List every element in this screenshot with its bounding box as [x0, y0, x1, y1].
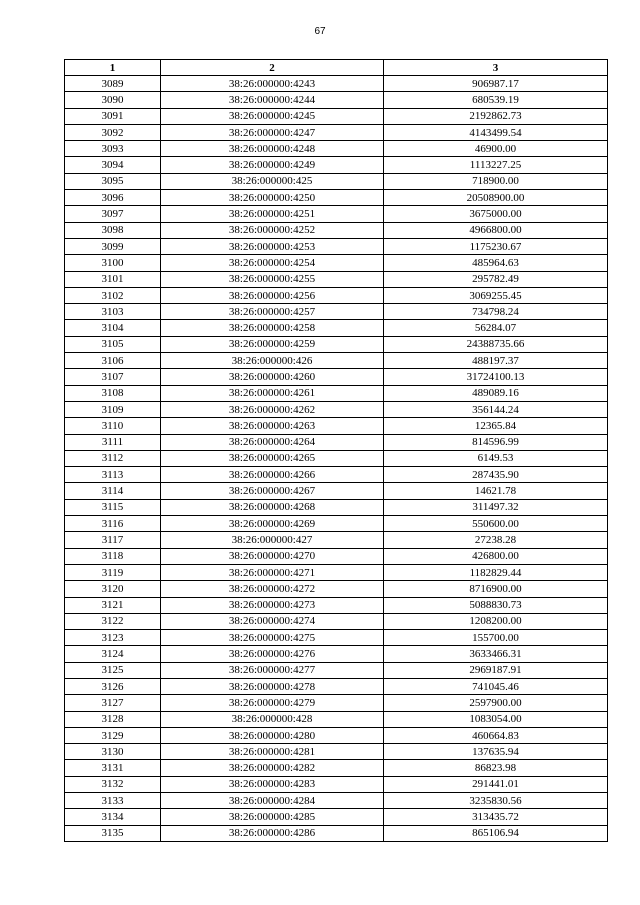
- value-cell: 46900.00: [384, 141, 608, 157]
- row-number-cell: 3099: [65, 238, 161, 254]
- value-cell: 550600.00: [384, 516, 608, 532]
- cadastral-id-cell: 38:26:000000:4256: [161, 287, 384, 303]
- cadastral-id-cell: 38:26:000000:4272: [161, 581, 384, 597]
- cadastral-id-cell: 38:26:000000:4274: [161, 613, 384, 629]
- row-number-cell: 3131: [65, 760, 161, 776]
- cadastral-id-cell: 38:26:000000:4249: [161, 157, 384, 173]
- row-number-cell: 3092: [65, 124, 161, 140]
- row-number-cell: 3117: [65, 532, 161, 548]
- row-number-cell: 3120: [65, 581, 161, 597]
- row-number-cell: 3109: [65, 401, 161, 417]
- value-cell: 311497.32: [384, 499, 608, 515]
- row-number-cell: 3122: [65, 613, 161, 629]
- value-cell: 814596.99: [384, 434, 608, 450]
- cadastral-id-cell: 38:26:000000:428: [161, 711, 384, 727]
- row-number-cell: 3096: [65, 190, 161, 206]
- row-number-cell: 3094: [65, 157, 161, 173]
- cadastral-id-cell: 38:26:000000:4286: [161, 825, 384, 841]
- row-number-cell: 3135: [65, 825, 161, 841]
- cadastral-id-cell: 38:26:000000:4255: [161, 271, 384, 287]
- value-cell: 2597900.00: [384, 695, 608, 711]
- value-cell: 356144.24: [384, 401, 608, 417]
- table-row: [65, 516, 608, 532]
- table-row: [65, 304, 608, 320]
- table-row: [65, 564, 608, 580]
- table-row: [65, 108, 608, 124]
- table-row: [65, 695, 608, 711]
- table-row: [65, 776, 608, 792]
- value-cell: 24388735.66: [384, 336, 608, 352]
- row-number-cell: 3097: [65, 206, 161, 222]
- row-number-cell: 3123: [65, 630, 161, 646]
- cadastral-id-cell: 38:26:000000:4243: [161, 76, 384, 92]
- cadastral-id-cell: 38:26:000000:4275: [161, 630, 384, 646]
- cadastral-id-cell: 38:26:000000:4280: [161, 727, 384, 743]
- table-row: [65, 157, 608, 173]
- value-cell: 86823.98: [384, 760, 608, 776]
- cadastral-id-cell: 38:26:000000:4277: [161, 662, 384, 678]
- row-number-cell: 3133: [65, 793, 161, 809]
- value-cell: 460664.83: [384, 727, 608, 743]
- value-cell: 155700.00: [384, 630, 608, 646]
- table-row: [65, 744, 608, 760]
- cadastral-id-cell: 38:26:000000:4269: [161, 516, 384, 532]
- table-row: [65, 255, 608, 271]
- table-row: [65, 727, 608, 743]
- table-row: [65, 92, 608, 108]
- cadastral-value-table: [64, 59, 608, 842]
- value-cell: 137635.94: [384, 744, 608, 760]
- value-cell: 8716900.00: [384, 581, 608, 597]
- row-number-cell: 3105: [65, 336, 161, 352]
- table-row: [65, 678, 608, 694]
- row-number-cell: 3089: [65, 76, 161, 92]
- row-number-cell: 3114: [65, 483, 161, 499]
- cadastral-id-cell: 38:26:000000:4285: [161, 809, 384, 825]
- value-cell: 906987.17: [384, 76, 608, 92]
- row-number-cell: 3112: [65, 450, 161, 466]
- table-row: [65, 532, 608, 548]
- table-row: [65, 369, 608, 385]
- value-cell: 313435.72: [384, 809, 608, 825]
- table-row: [65, 711, 608, 727]
- value-cell: 1113227.25: [384, 157, 608, 173]
- table-row: [65, 646, 608, 662]
- cadastral-id-cell: 38:26:000000:4273: [161, 597, 384, 613]
- cadastral-id-cell: 38:26:000000:4254: [161, 255, 384, 271]
- cadastral-id-cell: 38:26:000000:425: [161, 173, 384, 189]
- value-cell: 3633466.31: [384, 646, 608, 662]
- value-cell: 295782.49: [384, 271, 608, 287]
- cadastral-id-cell: 38:26:000000:4245: [161, 108, 384, 124]
- table-row: [65, 353, 608, 369]
- value-cell: 6149.53: [384, 450, 608, 466]
- row-number-cell: 3098: [65, 222, 161, 238]
- cadastral-id-cell: 38:26:000000:4268: [161, 499, 384, 515]
- cadastral-id-cell: 38:26:000000:426: [161, 353, 384, 369]
- table-row: [65, 222, 608, 238]
- value-cell: 31724100.13: [384, 369, 608, 385]
- row-number-cell: 3110: [65, 418, 161, 434]
- table-row: [65, 793, 608, 809]
- table-row: [65, 809, 608, 825]
- value-cell: 1083054.00: [384, 711, 608, 727]
- cadastral-id-cell: 38:26:000000:4266: [161, 467, 384, 483]
- value-cell: 2969187.91: [384, 662, 608, 678]
- table-row: [65, 141, 608, 157]
- cadastral-id-cell: 38:26:000000:4244: [161, 92, 384, 108]
- table-row: [65, 597, 608, 613]
- table-row: [65, 483, 608, 499]
- table-row: [65, 825, 608, 841]
- table-row: [65, 206, 608, 222]
- value-cell: 3069255.45: [384, 287, 608, 303]
- value-cell: 56284.07: [384, 320, 608, 336]
- value-cell: 489089.16: [384, 385, 608, 401]
- row-number-cell: 3107: [65, 369, 161, 385]
- table-row: [65, 190, 608, 206]
- value-cell: 3235830.56: [384, 793, 608, 809]
- value-cell: 1175230.67: [384, 238, 608, 254]
- value-cell: 1208200.00: [384, 613, 608, 629]
- row-number-cell: 3134: [65, 809, 161, 825]
- table-row: [65, 450, 608, 466]
- table-row: [65, 613, 608, 629]
- cadastral-id-cell: 38:26:000000:4265: [161, 450, 384, 466]
- row-number-cell: 3108: [65, 385, 161, 401]
- column-header-cadastral-id: 2: [161, 60, 384, 76]
- cadastral-id-cell: 38:26:000000:4263: [161, 418, 384, 434]
- table-row: [65, 548, 608, 564]
- row-number-cell: 3101: [65, 271, 161, 287]
- table-row: [65, 499, 608, 515]
- table-row: [65, 173, 608, 189]
- value-cell: 1182829.44: [384, 564, 608, 580]
- row-number-cell: 3090: [65, 92, 161, 108]
- table-row: [65, 418, 608, 434]
- cadastral-id-cell: 38:26:000000:4270: [161, 548, 384, 564]
- value-cell: 287435.90: [384, 467, 608, 483]
- cadastral-id-cell: 38:26:000000:427: [161, 532, 384, 548]
- table-row: [65, 630, 608, 646]
- value-cell: 2192862.73: [384, 108, 608, 124]
- value-cell: 680539.19: [384, 92, 608, 108]
- cadastral-id-cell: 38:26:000000:4278: [161, 678, 384, 694]
- page-number: 67: [314, 26, 326, 37]
- row-number-cell: 3121: [65, 597, 161, 613]
- row-number-cell: 3113: [65, 467, 161, 483]
- row-number-cell: 3102: [65, 287, 161, 303]
- table-row: [65, 76, 608, 92]
- value-cell: 291441.01: [384, 776, 608, 792]
- cadastral-id-cell: 38:26:000000:4248: [161, 141, 384, 157]
- row-number-cell: 3095: [65, 173, 161, 189]
- value-cell: 4966800.00: [384, 222, 608, 238]
- row-number-cell: 3118: [65, 548, 161, 564]
- row-number-cell: 3124: [65, 646, 161, 662]
- table-row: [65, 760, 608, 776]
- row-number-cell: 3128: [65, 711, 161, 727]
- cadastral-id-cell: 38:26:000000:4276: [161, 646, 384, 662]
- value-cell: 3675000.00: [384, 206, 608, 222]
- row-number-cell: 3106: [65, 353, 161, 369]
- value-cell: 865106.94: [384, 825, 608, 841]
- cadastral-id-cell: 38:26:000000:4284: [161, 793, 384, 809]
- value-cell: 14621.78: [384, 483, 608, 499]
- row-number-cell: 3100: [65, 255, 161, 271]
- table-row: [65, 336, 608, 352]
- cadastral-id-cell: 38:26:000000:4281: [161, 744, 384, 760]
- table-row: [65, 467, 608, 483]
- table-row: [65, 124, 608, 140]
- column-header-number: 1: [65, 60, 161, 76]
- value-cell: 485964.63: [384, 255, 608, 271]
- row-number-cell: 3129: [65, 727, 161, 743]
- row-number-cell: 3103: [65, 304, 161, 320]
- cadastral-id-cell: 38:26:000000:4279: [161, 695, 384, 711]
- table-body: [65, 76, 608, 842]
- row-number-cell: 3104: [65, 320, 161, 336]
- row-number-cell: 3132: [65, 776, 161, 792]
- table-row: [65, 434, 608, 450]
- row-number-cell: 3119: [65, 564, 161, 580]
- value-cell: 20508900.00: [384, 190, 608, 206]
- table-header-row: [65, 60, 608, 76]
- cadastral-id-cell: 38:26:000000:4283: [161, 776, 384, 792]
- table-row: [65, 287, 608, 303]
- cadastral-id-cell: 38:26:000000:4267: [161, 483, 384, 499]
- value-cell: 4143499.54: [384, 124, 608, 140]
- value-cell: 27238.28: [384, 532, 608, 548]
- row-number-cell: 3116: [65, 516, 161, 532]
- cadastral-id-cell: 38:26:000000:4282: [161, 760, 384, 776]
- cadastral-id-cell: 38:26:000000:4253: [161, 238, 384, 254]
- row-number-cell: 3126: [65, 678, 161, 694]
- row-number-cell: 3111: [65, 434, 161, 450]
- value-cell: 5088830.73: [384, 597, 608, 613]
- row-number-cell: 3091: [65, 108, 161, 124]
- cadastral-id-cell: 38:26:000000:4252: [161, 222, 384, 238]
- cadastral-id-cell: 38:26:000000:4271: [161, 564, 384, 580]
- row-number-cell: 3115: [65, 499, 161, 515]
- table-row: [65, 401, 608, 417]
- cadastral-id-cell: 38:26:000000:4250: [161, 190, 384, 206]
- cadastral-id-cell: 38:26:000000:4259: [161, 336, 384, 352]
- value-cell: 12365.84: [384, 418, 608, 434]
- value-cell: 734798.24: [384, 304, 608, 320]
- value-cell: 741045.46: [384, 678, 608, 694]
- cadastral-id-cell: 38:26:000000:4262: [161, 401, 384, 417]
- cadastral-id-cell: 38:26:000000:4258: [161, 320, 384, 336]
- table-row: [65, 385, 608, 401]
- cadastral-id-cell: 38:26:000000:4261: [161, 385, 384, 401]
- cadastral-id-cell: 38:26:000000:4251: [161, 206, 384, 222]
- value-cell: 426800.00: [384, 548, 608, 564]
- table-row: [65, 271, 608, 287]
- table-row: [65, 238, 608, 254]
- cadastral-id-cell: 38:26:000000:4247: [161, 124, 384, 140]
- table-row: [65, 662, 608, 678]
- row-number-cell: 3125: [65, 662, 161, 678]
- column-header-value: 3: [384, 60, 608, 76]
- table-row: [65, 320, 608, 336]
- cadastral-id-cell: 38:26:000000:4264: [161, 434, 384, 450]
- cadastral-id-cell: 38:26:000000:4257: [161, 304, 384, 320]
- row-number-cell: 3130: [65, 744, 161, 760]
- table-row: [65, 581, 608, 597]
- row-number-cell: 3127: [65, 695, 161, 711]
- row-number-cell: 3093: [65, 141, 161, 157]
- value-cell: 488197.37: [384, 353, 608, 369]
- cadastral-id-cell: 38:26:000000:4260: [161, 369, 384, 385]
- value-cell: 718900.00: [384, 173, 608, 189]
